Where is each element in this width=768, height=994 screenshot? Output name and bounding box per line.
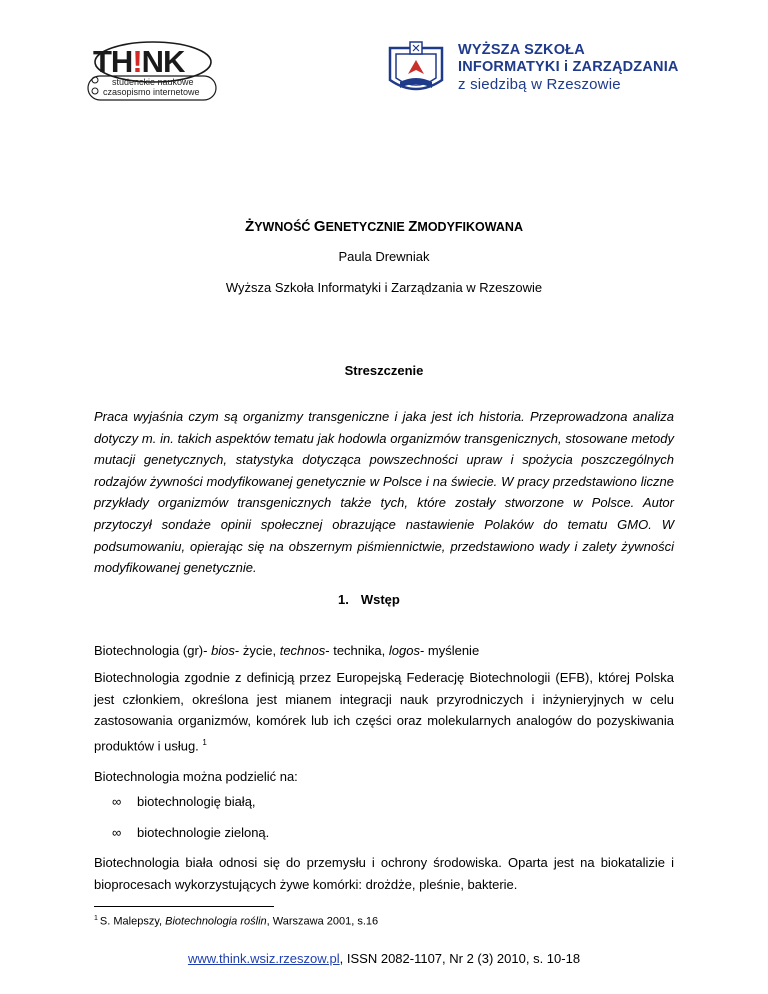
wsiz-name-line-2: INFORMATYKI i ZARZĄDZANIA: [458, 59, 679, 75]
footnote-divider: [94, 906, 274, 907]
list-item: ∞ biotechnologie zieloną.: [112, 825, 270, 840]
section-title: Wstęp: [360, 592, 400, 607]
abstract-heading: Streszczenie: [344, 363, 424, 378]
definition-paragraph: Biotechnologia zgodnie z definicją przez Europejską Federację Biotechnologii (EFB), której Polska jest członkiem, określona jest mianem integracji nauk przyrodniczych i inżynieryjnych w celu zastosowania organizmów, komórek lub ich części oraz molekularnych analogów do pozyskiwania produktów i usług. $^1$: [94, 670, 674, 754]
bullet-icon: ∞: [112, 825, 122, 840]
paper-title: ŻYWNOŚĆ GENETYCZNIE ZMODYFIKOWANA: [245, 218, 523, 235]
bullet-icon: ∞: [112, 794, 122, 809]
wsiz-emblem-icon: [386, 40, 446, 100]
wsiz-name-line-3: z siedzibą w Rzeszowie: [458, 76, 621, 93]
footnote: $^1$ S. Malepszy, Biotechnologia roślin, Warszawa 2001, s.16: [94, 915, 379, 928]
division-paragraph: Biotechnologia można podzielić na:: [94, 769, 298, 784]
author-affiliation: Wyższa Szkoła Informatyki i Zarządzania w Rzeszowie: [225, 280, 543, 295]
section-heading: [338, 592, 400, 607]
list-item: ∞ biotechnologię białą,: [112, 794, 256, 809]
author-name: Paula Drewniak: [338, 249, 430, 264]
etymology-paragraph: Biotechnologia (gr)- bios- życie, technos- technika, logos- myślenie: [94, 643, 480, 658]
think-logo-tagline-1: studenckie naukowe: [112, 77, 194, 87]
white-biotech-paragraph: Biotechnologia biała odnosi się do przemysłu i ochrony środowiska. Oparta jest na biokatalizie i bioprocesach wykorzystujących żywe komórki: drożdże, pleśnie, bakterie.: [94, 855, 674, 892]
think-logo-tagline-2: czasopismo internetowe: [103, 87, 200, 97]
section-number: 1.: [338, 592, 349, 607]
footnote-ref[interactable]: 1: [202, 737, 207, 747]
page-footer: www.think.wsiz.rzeszow.pl, ISSN 2082-1107, Nr 2 (3) 2010, s. 10-18: [187, 951, 581, 966]
journal-link[interactable]: www.think.wsiz.rzeszow.pl: [187, 951, 340, 966]
think-logo-wordmark: TH!NK: [93, 44, 185, 79]
wsiz-name-line-1: WYŻSZA SZKOŁA: [458, 42, 585, 58]
abstract-text: Praca wyjaśnia czym są organizmy transgeniczne i jaka jest ich historia. Przeprowadzona analiza dotyczy m. in. takich aspektów tematu jak hodowla organizmów transgenicznych, stosowane metody mutacji genetycznych, statystyka dotycząca powszechności upraw i spożycia poszczególnych rodzajów żywności modyfikowanej genetycznie w Polsce i na świecie. W pracy przedstawiono liczne przykłady organizmów transgenicznych także tych, które zostały stworzone w Polsce. Autor przytoczył sondaże opinii społecznej obrazujące nastawienie Polaków do tematu GMO. W podsumowaniu, opierając się na obszernym piśmiennictwie, przedstawiono wady i zalety żywności modyfikowanej genetycznie.: [94, 409, 674, 576]
